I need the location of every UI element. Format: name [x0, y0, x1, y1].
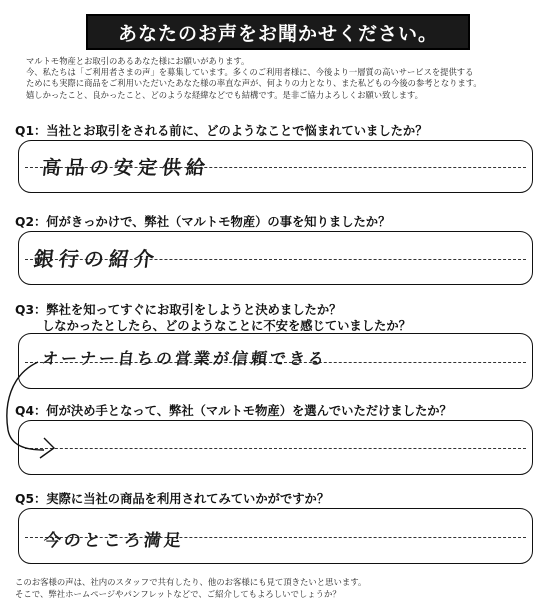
question-1: Q1：当社とお取引をされる前に、どのようなことで悩まれていましたか？ [15, 124, 428, 138]
answer-3: オーナー自ちの営業が信頼できる [40, 349, 328, 368]
answer-5: 今のところ満足 [42, 531, 185, 551]
page-title: あなたのお声をお聞かせください。 [117, 22, 438, 45]
answer-1: 高品の安定供給 [40, 157, 212, 179]
question-4: Q4：何が決め手となって、弊社（マルトモ物産）を選んでいただけましたか？ [15, 404, 452, 418]
question-3: Q3：弊社を知ってすぐにお取引をしようと決めましたか？ [15, 303, 342, 317]
question-5: Q5：実際に当社の商品を利用されてみていかがですか？ [15, 492, 330, 506]
question-2: Q2：何がきっかけで、弊社（マルトモ物産）の事を知りましたか？ [15, 215, 391, 229]
footer-line: このお客様の声は、社内のスタッフで共有したり、他のお客様にも見て頂きたいと思います。 [15, 577, 367, 587]
intro-line: 嬉しかったこと、良かったこと、どのような経緯などでも結構です。是非ご協力よろしくお願い致します。 [26, 89, 423, 100]
intro-line: マルトモ物産とお取引のあるあなた様にお願いがあります。 [26, 56, 250, 66]
answer-2: 銀行の紹介 [32, 247, 161, 271]
footer-text [15, 576, 540, 600]
question-3-line2: しなかったとしたら、どのようなことに不安を感じていましたか？ [42, 319, 411, 333]
footer-line: そこで、弊社ホームページやパンフレットなどで、ご紹介してもよろしいでしょうか？ [15, 589, 341, 599]
intro-line: 今、私たちは「ご利用者さまの声」を募集しています。多くのご利用者様に、今後より一層質の高いサービスを提供する [26, 67, 474, 78]
intro-line: ためにも実際に商品をご利用いただいたあなた様の率直な声が、何よりの力となり、また私どもの今後の参考となります。 [26, 78, 482, 89]
